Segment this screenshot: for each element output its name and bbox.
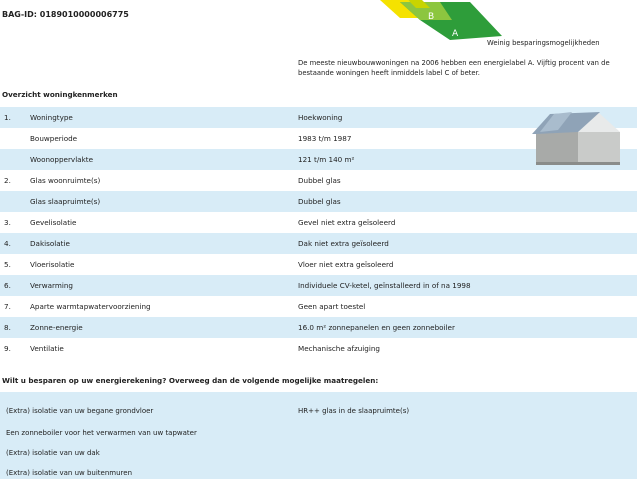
table-row: [0, 275, 637, 296]
row-number: 8.: [4, 323, 11, 332]
row-value: Vloer niet extra geïsoleerd: [298, 260, 394, 269]
row-label: Bouwperiode: [30, 134, 78, 143]
row-value: Individuele CV-ketel, geïnstalleerd in of na 1998: [298, 281, 471, 290]
table-row: [0, 233, 637, 254]
measure-item: (Extra) isolatie van uw dak: [6, 449, 100, 457]
label-letter-a: A: [452, 29, 459, 39]
row-label: Aparte warmtapwatervoorziening: [30, 302, 151, 311]
label-note: De meeste nieuwbouwwoningen na 2006 hebben een energielabel A. Vijftig procent van de bestaande woningen heeft inmiddels label C of beter.: [298, 59, 610, 77]
row-label: Zonne-energie: [30, 323, 83, 332]
table-row: [0, 296, 637, 317]
row-value: Gevel niet extra geïsoleerd: [298, 218, 396, 227]
table-row: [0, 170, 637, 191]
measures-panel: [0, 392, 637, 479]
measure-item: (Extra) isolatie van uw buitenmuren: [6, 469, 133, 477]
row-number: 7.: [4, 302, 11, 311]
row-label: Woningtype: [30, 113, 73, 122]
row-value: Dak niet extra geïsoleerd: [298, 239, 389, 248]
row-number: 6.: [4, 281, 11, 290]
row-label: Verwarming: [30, 281, 73, 290]
row-value: 121 t/m 140 m²: [298, 155, 355, 164]
overview-title: Overzicht woningkenmerken: [2, 90, 118, 99]
row-value: Geen apart toestel: [298, 302, 366, 311]
row-label: Gevelisolatie: [30, 218, 77, 227]
measure-item: HR++ glas in de slaapruimte(s): [298, 407, 410, 415]
row-label: Ventilatie: [30, 344, 64, 353]
label-letter-b: B: [428, 12, 435, 22]
table-row: [0, 338, 637, 359]
measures-title: Wilt u besparen op uw energierekening? Overweeg dan de volgende mogelijke maatregelen:: [2, 376, 379, 385]
row-value: 1983 t/m 1987: [298, 134, 352, 143]
row-number: 5.: [4, 260, 11, 269]
measure-item: (Extra) isolatie van uw begane grondvloer: [6, 407, 154, 415]
measure-item: Een zonneboiler voor het verwarmen van uw tapwater: [6, 429, 197, 437]
row-label: Glas slaapruimte(s): [30, 197, 101, 206]
table-row: [0, 254, 637, 275]
row-number: 9.: [4, 344, 11, 353]
row-value: Mechanische afzuiging: [298, 344, 380, 353]
row-value: Dubbel glas: [298, 176, 341, 185]
row-value: 16.0 m² zonnepanelen en geen zonneboiler: [298, 323, 455, 332]
row-label: Dakisolatie: [30, 239, 70, 248]
table-row: [0, 212, 637, 233]
row-label: Vloerisolatie: [30, 260, 75, 269]
row-number: 4.: [4, 239, 11, 248]
row-label: Glas woonruimte(s): [30, 176, 101, 185]
row-value: Hoekwoning: [298, 113, 343, 122]
bag-id: BAG-ID: 0189010000006775: [2, 10, 129, 19]
row-number: 2.: [4, 176, 11, 185]
row-label: Woonoppervlakte: [30, 155, 93, 164]
table-row: [0, 317, 637, 338]
besparing-text: Weinig besparingsmogelijkheden: [487, 39, 600, 47]
row-number: 1.: [4, 113, 11, 122]
row-value: Dubbel glas: [298, 197, 341, 206]
table-row: [0, 191, 637, 212]
house-illustration: [528, 110, 628, 166]
row-number: 3.: [4, 218, 11, 227]
